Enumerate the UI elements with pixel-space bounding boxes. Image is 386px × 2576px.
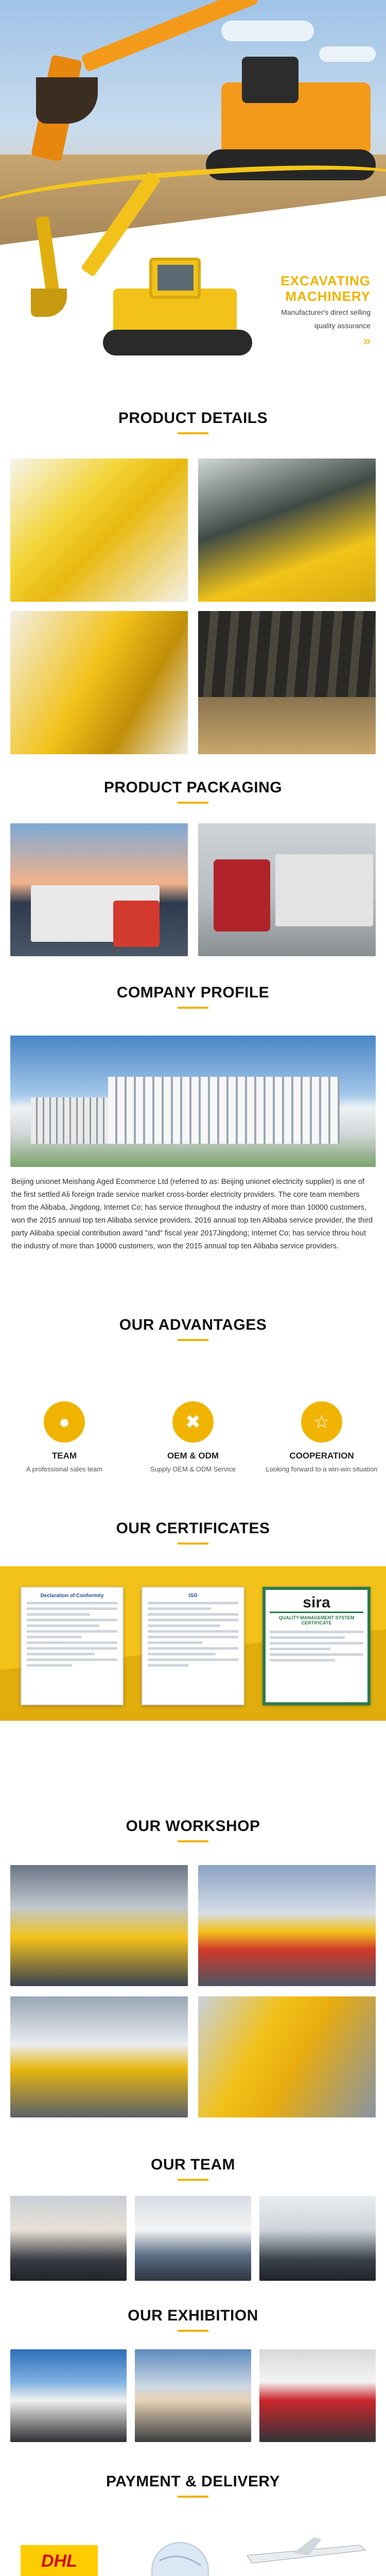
certificate-heading: QUALITY MANAGEMENT SYSTEM CERTIFICATE bbox=[278, 1615, 355, 1625]
cloud bbox=[221, 21, 314, 41]
team-icon: ● bbox=[44, 1401, 85, 1443]
product-photo-arm bbox=[10, 459, 188, 602]
section-title-payment-delivery bbox=[0, 2473, 386, 2498]
product-photo-boom bbox=[10, 611, 188, 754]
section-title-product-details bbox=[0, 410, 386, 434]
workshop-photo-2 bbox=[198, 1865, 376, 1986]
double-chevron-icon: » bbox=[363, 333, 371, 348]
exhibition-photo-2 bbox=[135, 2349, 251, 2442]
team-photo-3 bbox=[259, 2196, 376, 2281]
company-building-photo bbox=[10, 1036, 376, 1167]
advantage-desc: Supply OEM & ODM Service bbox=[150, 1465, 236, 1473]
yellow-excavator-tracks bbox=[103, 330, 252, 355]
hero-title-line2: MACHINERY bbox=[285, 289, 371, 304]
orange-excavator-cab bbox=[242, 57, 299, 103]
section-title-text: OUR EXHIBITION bbox=[128, 2307, 258, 2324]
section-title-text: OUR TEAM bbox=[151, 2156, 235, 2173]
section-title-underline bbox=[178, 802, 208, 804]
section-title-text: PRODUCT DETAILS bbox=[118, 410, 268, 427]
certificate-sira bbox=[262, 1587, 371, 1705]
section-title-our-exhibition bbox=[0, 2307, 386, 2332]
section-title-text: OUR ADVANTAGES bbox=[119, 1316, 267, 1333]
team-photo-2 bbox=[135, 2196, 251, 2281]
advantage-oem-odm bbox=[129, 1401, 257, 1473]
hero-banner bbox=[0, 0, 386, 371]
workshop-photo-1 bbox=[10, 1865, 188, 1986]
tools-icon: ✖ bbox=[172, 1401, 214, 1443]
section-title-our-workshop bbox=[0, 1818, 386, 1842]
packaging-photo-truck-dusk bbox=[10, 823, 188, 956]
team-photo-1 bbox=[10, 2196, 127, 2281]
section-title-underline bbox=[178, 2330, 208, 2332]
advantage-title: TEAM bbox=[51, 1451, 77, 1461]
advantage-title: OEM & ODM bbox=[167, 1451, 219, 1461]
section-title-text: OUR WORKSHOP bbox=[126, 1818, 260, 1835]
company-description: Beijing unionet Meishang Aged Ecommerce Ltd (referred to as: Beijing unionet electricity supplier) is one of the first settled Ali foreign trade service market cross-border electricity providers. The core team members from the Alibaba, Jingdong, Internet Co; has service throughout the industry of more than 10000 customers, won the 2015 annual top ten Alibaba service providers. 2016 annual top ten Alibaba service provider, the third party Alibaba special contribution award "and" fiscal year 2017Jingdong; Internet Co; has service throu hout the industry of more than 10000 customers, won the 2015 annual top ten Alibaba service providers. bbox=[11, 1178, 373, 1250]
workshop-photo-3 bbox=[10, 1996, 188, 2117]
section-title-underline bbox=[178, 1007, 208, 1009]
section-title-our-team bbox=[0, 2156, 386, 2181]
section-title-underline bbox=[178, 1840, 208, 1842]
section-title-text: PAYMENT & DELIVERY bbox=[106, 2473, 280, 2490]
shipping-illustration bbox=[118, 2535, 376, 2576]
certificate-heading: Declaration of Conformity bbox=[40, 1593, 104, 1599]
cloud bbox=[319, 46, 376, 62]
handshake-icon: ☆ bbox=[301, 1401, 342, 1443]
advantage-desc: A professional sales team bbox=[26, 1465, 103, 1473]
yellow-excavator-cab bbox=[149, 258, 201, 299]
globe-icon bbox=[152, 2543, 208, 2576]
section-title-text: PRODUCT PACKAGING bbox=[103, 779, 283, 796]
product-photo-cab bbox=[198, 459, 376, 602]
dhl-logo: DHL bbox=[21, 2545, 98, 2576]
section-title-underline bbox=[178, 1339, 208, 1341]
certificate-heading: ISO bbox=[188, 1593, 198, 1599]
section-title-underline bbox=[178, 2496, 208, 2498]
certificate-conformity bbox=[21, 1587, 124, 1705]
section-title-underline bbox=[178, 432, 208, 434]
advantage-title: COOPERATION bbox=[289, 1451, 354, 1461]
section-title-underline bbox=[178, 1543, 208, 1545]
section-title-our-advantages bbox=[0, 1316, 386, 1341]
orange-excavator-bucket bbox=[36, 77, 98, 124]
exhibition-photo-1 bbox=[10, 2349, 127, 2442]
advantage-desc: Looking forward to a win-win situation bbox=[266, 1465, 378, 1473]
section-title-product-packaging bbox=[0, 779, 386, 804]
product-photo-tracks bbox=[198, 611, 376, 754]
section-title-underline bbox=[178, 2179, 208, 2181]
hero-text bbox=[280, 273, 371, 349]
section-title-our-certificates bbox=[0, 1520, 386, 1545]
hero-subtitle-line1: Manufacturer's direct selling bbox=[281, 308, 371, 316]
section-title-text: OUR CERTIFICATES bbox=[116, 1520, 270, 1537]
hero-subtitle-line2: quality assurance bbox=[314, 321, 371, 330]
workshop-photo-4 bbox=[198, 1996, 376, 2117]
section-title-company-profile bbox=[0, 984, 386, 1009]
advantage-cooperation bbox=[257, 1401, 386, 1473]
packaging-photo-red-truck bbox=[198, 823, 376, 956]
exhibition-photo-3 bbox=[259, 2349, 376, 2442]
hero-title-line1: EXCAVATING bbox=[280, 273, 371, 289]
sira-logo: sira bbox=[270, 1594, 363, 1613]
certificate-iso bbox=[142, 1587, 244, 1705]
section-title-text: COMPANY PROFILE bbox=[116, 984, 270, 1001]
advantage-team bbox=[0, 1401, 129, 1473]
